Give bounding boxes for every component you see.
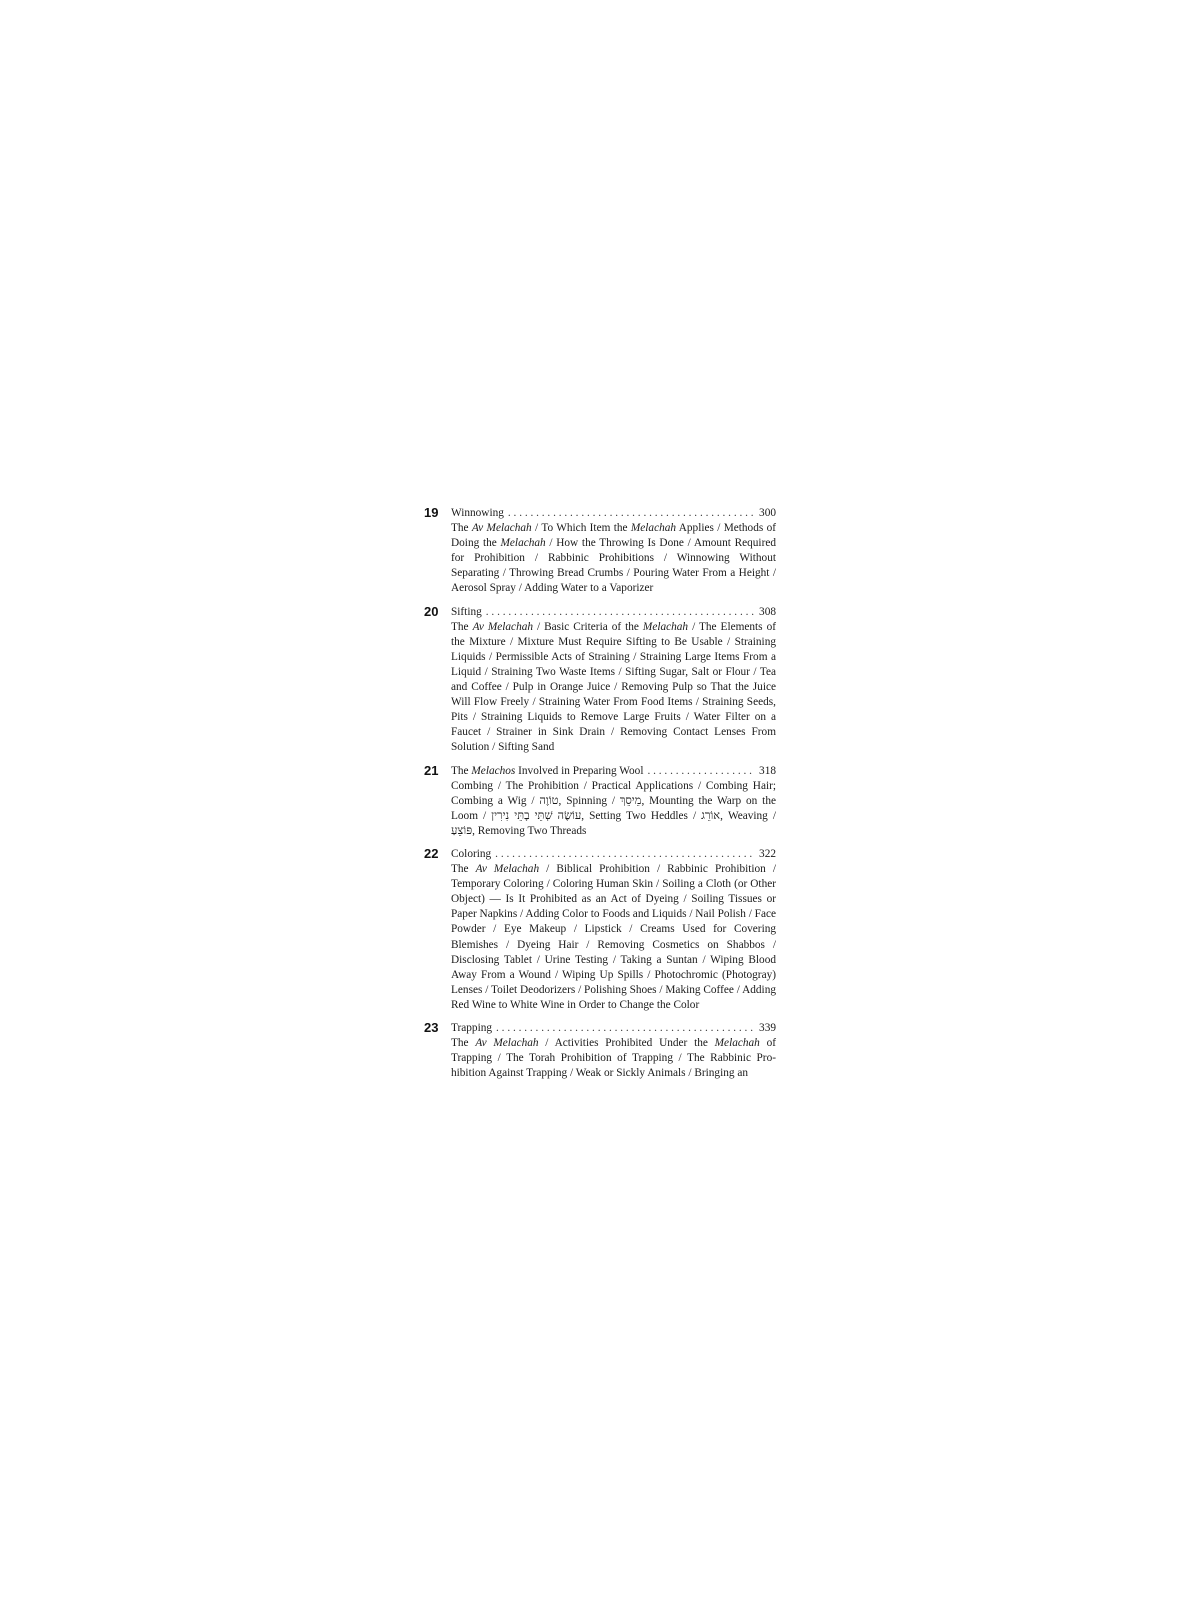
italic-term: Melachah <box>500 537 546 550</box>
text-run: / Activities Prohibited Under the <box>538 1037 715 1050</box>
chapter-number: 23 <box>424 1020 439 1035</box>
text-run: Involved in Preparing Wool <box>515 764 644 777</box>
page-number: 318 <box>759 764 776 777</box>
italic-term: Av Melachah <box>475 1037 539 1050</box>
dot-leader <box>647 764 755 779</box>
italic-term: Melachah <box>642 620 689 633</box>
text-run: / The Elements of the Mixture / Mixture Must Require Sifting to Be Usable / Straining Liquids / Permissible Acts of Straining / Straining Large Items From a Liquid / Straining Two Waste Items / Sifting Sugar, Salt or Flour / Tea and Coffee / Pulp in Orange Juice / Removing Pulp so That the Juice Will Flow Freely / Straining Water From Food Items / Straining Seeds, Pits / Straining Liquids to Remove Large Fruits / Water Filter on a Faucet / Strainer in Sink Drain / Removing Contact Lenses From Solution / Sifting Sand <box>451 620 776 754</box>
text-run: / How the Throwing Is Done / Amount Required for Prohibition / Rabbinic Prohibitions / Winnowing Without Separating / Throwing Bread Crumbs / Pouring Water From a Height / Aerosol Spray / Adding Water to a Vaporizer <box>451 537 776 595</box>
dot-leader <box>495 847 755 862</box>
chapter-number: 19 <box>424 505 439 520</box>
text-run: The <box>451 863 476 876</box>
text-run: of Trapping / The Torah Prohibition of Trapping / The Rabbinic Prohibition Against Trapping / Weak or Sickly Animals / Bringing an <box>451 1037 776 1080</box>
chapter-summary <box>451 521 776 596</box>
italic-term: Melachos <box>471 764 516 777</box>
italic-term: Melachah <box>630 522 677 535</box>
chapter-summary <box>451 862 776 1013</box>
page-number: 322 <box>759 847 776 860</box>
chapter-heading <box>451 764 776 779</box>
page-number: 308 <box>759 605 776 618</box>
toc-entry-23 <box>424 1021 776 1081</box>
page-number: 300 <box>759 507 776 519</box>
italic-term: Av Melachah <box>471 522 532 535</box>
chapter-heading <box>451 1021 776 1036</box>
text-run: Applies / Methods of Doing the <box>451 522 776 550</box>
chapter-title <box>451 764 647 779</box>
chapter-heading <box>451 847 776 862</box>
text-run: The <box>451 1037 476 1050</box>
text-run: / To Which Item the <box>531 522 631 535</box>
text-run: / Biblical Prohibition / Rabbinic Prohibition / Temporary Coloring / Coloring Human Skin / Soiling a Cloth (or Other Object) — Is It Prohibited as an Act of Dyeing / Soiling Tissues or Paper Napkins / Adding Color to Foods and Liquids / Nail Polish / Face Powder / Eye Makeup / Lipstick / Creams Used for Covering Blemishes / Dyeing Hair / Removing Cosmetics on Shabbos / Disclosing Tablet / Urine Testing / Taking a Suntan / Wiping Blood Away From a Wound / Wiping Up Spills / Photochromic (Photogray) Lenses / Toilet Deodorizers / Polishing Shoes / Making Coffee / Adding Red Wine to White Wine in Order to Change the Color <box>451 863 777 1011</box>
chapter-summary <box>451 620 776 756</box>
toc-entry-21 <box>424 764 776 839</box>
toc-entry-22 <box>424 847 776 1013</box>
chapter-number: 20 <box>424 603 439 619</box>
chapter-title: Sifting <box>451 605 482 618</box>
chapter-title: Winnowing <box>451 507 504 519</box>
chapter-title: Coloring <box>451 847 492 860</box>
chapter-heading <box>451 605 776 620</box>
chapter-number: 21 <box>424 762 439 778</box>
italic-term: Av Melachah <box>475 863 540 876</box>
text-run: The <box>451 620 473 633</box>
italic-term: Melachah <box>714 1037 760 1050</box>
toc-entry-20 <box>424 605 776 756</box>
chapter-number: 22 <box>424 845 439 861</box>
table-of-contents <box>424 506 776 1089</box>
chapter-heading <box>451 506 776 521</box>
chapter-title: Trapping <box>451 1022 493 1034</box>
dot-leader <box>486 605 755 620</box>
dot-leader <box>496 1021 755 1036</box>
page-number: 339 <box>759 1022 776 1034</box>
italic-term: Av Melachah <box>472 620 534 633</box>
text-run: Combing / The Prohibition / Practical Applications / Combing Hair; Combing a Wig / טוֹוֶה, Spinning / מֵיסֵךְ, Mounting the Warp on the Loom / עוֹשֶׂה שְׁתֵּי בָתֵּי נִירִין, Setting Two Heddles / אוֹרֵג, Weaving / פּוֹצֵעַ, Removing Two Threads <box>451 779 776 837</box>
text-run: The <box>451 522 472 535</box>
toc-entry-19 <box>424 506 776 597</box>
text-run: The <box>451 764 472 777</box>
chapter-summary <box>451 1036 776 1081</box>
dot-leader <box>508 506 755 521</box>
text-run: / Basic Criteria of the <box>533 620 643 633</box>
chapter-summary <box>451 779 776 839</box>
